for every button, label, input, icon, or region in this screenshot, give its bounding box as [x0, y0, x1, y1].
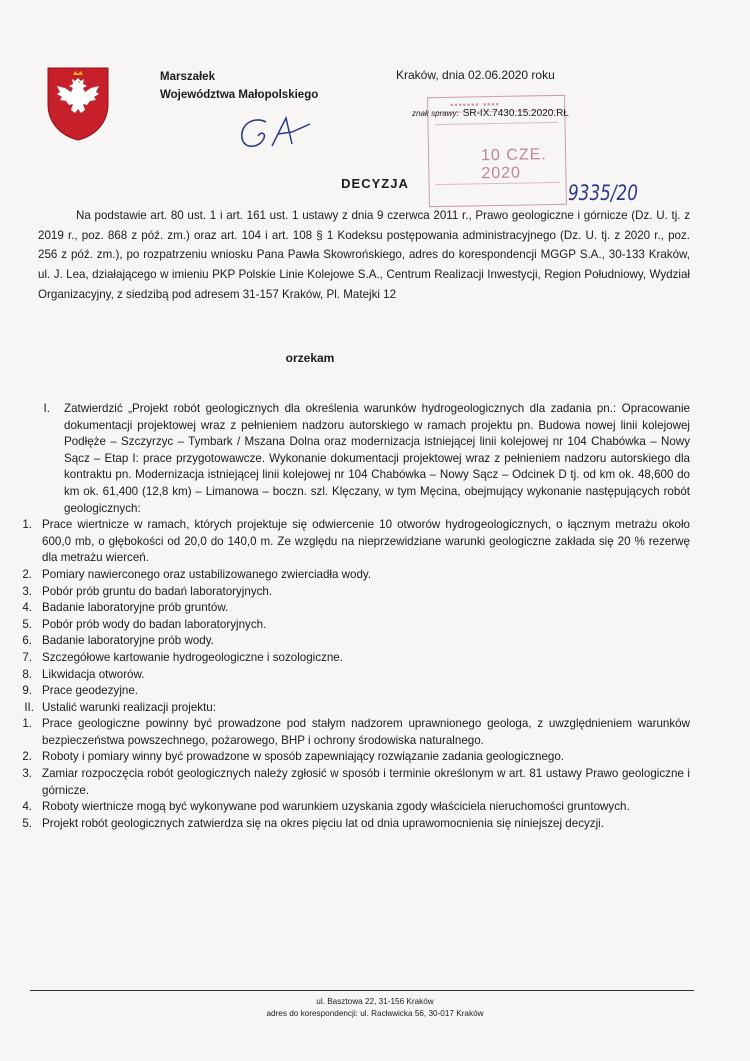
ruling-heading: orzekam	[285, 351, 335, 365]
legal-basis-paragraph	[38, 206, 690, 305]
item-text: Likwidacja otworów.	[42, 667, 145, 681]
place-and-date: Kraków, dnia 02.06.2020 roku	[396, 68, 555, 82]
item-number: 1.	[22, 717, 32, 731]
item-number: 9.	[22, 684, 32, 698]
item-number: 7.	[22, 650, 32, 664]
list-item	[20, 749, 690, 766]
item-text: Zamiar rozpoczęcia robót geologicznych należy zgłosić w sposób i terminie określonym w art. 81 ustawy Prawo geologiczne i górnicze.	[42, 767, 690, 797]
case-number: SR-IX.7430.15.2020.RŁ	[462, 108, 569, 119]
signature-initials	[226, 108, 356, 156]
section-one	[20, 401, 690, 832]
item-text: Roboty i pomiary winny być prowadzone w sposób zapewniający rozwiązanie zadania geologicznego.	[42, 750, 565, 764]
item-text: Projekt robót geologicznych zatwierdza się na okres pięciu lat od dnia uprawomocnienia się niniejszej decyzji.	[42, 816, 604, 830]
item-text: Prace wiertnicze w ramach, których projektuje się odwiercenie 10 otworów hydrogeologicznych, o łącznym metrażu około 600,0 mb, o głębokości od 20,0 do 140,0 m. Ze względu na nieprzewidziane warunki geologiczne zakłada się 20 % rezerwę dla metrażu wierceń.	[42, 518, 690, 565]
item-number: 5.	[22, 617, 32, 631]
list-item	[20, 766, 690, 799]
section-text: Zatwierdzić „Projekt robót geologicznych dla określenia warunków hydrogeologicznych dla zadania pn.: Opracowanie dokumentacji projektowej wraz z pełnieniem nadzoru autorskiego w ramach projektu pn. Budowa nowej linii kolejowej Podłęże – Szczyrzyc – Tymbark / Mszana Dolna oraz modernizacja istniejącej linii kolejowej nr 104 Chabówka – Nowy Sącz – Etap I: prace przygotowawcze. Wykonanie dokumentacji projektowej wraz z pełnieniem nadzoru autorskiego dla kontraktu pn. Modernizacja istniejącej linii kolejowej nr 104 Chabówka – Nowy Sącz – Odcinek D tj. od km ok. 48,600 do km ok. 61,400 (12,8 km) – Limanowa – boczn. szl. Klęczany, w tym Męcina, obejmujący wykonanie następujących robót geologicznych:	[64, 402, 690, 515]
item-text: Badanie laboratoryjne prób wody.	[42, 634, 214, 648]
svg-text:9335/20: 9335/20	[568, 181, 638, 205]
footer-line-2: adres do korespondencji: ul. Racławicka 56, 30-017 Kraków	[266, 1008, 484, 1018]
list-item	[20, 667, 690, 684]
list-item	[20, 716, 690, 749]
stamp-header-text: ▪▪▪▪▪▪▪ ▪▪▪▪	[450, 98, 500, 110]
item-number: 4.	[22, 601, 32, 615]
document-title: DECYZJA	[341, 176, 409, 191]
section-number: I.	[43, 402, 50, 415]
coat-of-arms-icon	[44, 64, 112, 142]
list-item	[20, 650, 690, 667]
item-text: Szczegółowe kartowanie hydrogeologiczne i sozologiczne.	[42, 650, 343, 664]
item-number: 5.	[22, 816, 32, 830]
item-text: Pobór prób wody do badan laboratoryjnych.	[42, 617, 267, 631]
section-two-intro	[20, 700, 690, 717]
section-number: II.	[24, 700, 34, 714]
item-number: 6.	[22, 634, 32, 648]
item-number: 2.	[22, 750, 32, 764]
item-number: 4.	[22, 800, 32, 814]
legal-basis-text: Na podstawie art. 80 ust. 1 i art. 161 ust. 1 ustawy z dnia 9 czerwca 2011 r., Prawo geologiczne i górnicze (Dz. U. tj. z 2019 r., poz. 868 z póź. zm.) oraz art. 104 i art. 108 § 1 Kodeksu postępowania administracyjnego (Dz. U. tj. z 2020 r., poz. 256 z póź. zm.), po rozpatrzeniu wniosku Pana Pawła Skowrońskiego, adres do korespondencji MGGP S.A., 30-133 Kraków, ul. J. Lea, działającego w imieniu PKP Polskie Linie Kolejowe S.A., Centrum Realizacji Inwestycji, Region Południowy, Wydział Organizacyjny, z siedzibą pod adresem 31-157 Kraków, Pl. Matejki 12	[38, 209, 690, 301]
office-line-2: Województwa Małopolskiego	[160, 89, 319, 101]
item-text: Pobór prób gruntu do badań laboratoryjnych.	[42, 584, 273, 598]
list-item	[20, 567, 690, 584]
case-label: znak sprawy:	[412, 109, 459, 118]
item-text: Badanie laboratoryjne prób gruntów.	[42, 601, 229, 615]
section-text: Ustalić warunki realizacji projektu:	[42, 700, 216, 714]
list-item	[20, 816, 690, 833]
footer-divider	[30, 990, 694, 991]
list-item	[20, 517, 690, 567]
stamp-line	[435, 122, 559, 125]
item-text: Pomiary nawierconego oraz ustabilizowanego zwierciadła wody.	[42, 567, 372, 581]
case-reference	[412, 108, 569, 119]
section-one-intro	[20, 401, 690, 517]
item-number: 3.	[22, 767, 32, 781]
office-line-1: Marszałek	[160, 71, 215, 83]
list-item	[20, 799, 690, 816]
list-item	[20, 683, 690, 700]
item-number: 8.	[22, 667, 32, 681]
list-item	[20, 584, 690, 601]
item-number: 2.	[22, 567, 32, 581]
stamp-date: 10 CZE. 2020	[480, 146, 547, 183]
list-item	[20, 617, 690, 634]
footer-line-1: ul. Basztowa 22, 31-156 Kraków	[316, 997, 434, 1006]
item-text: Roboty wiertnicze mogą być wykonywane pod warunkiem uzyskania zgody właściciela nieruchomości gruntowych.	[42, 800, 630, 814]
list-item	[20, 600, 690, 617]
item-text: Prace geodezyjne.	[42, 684, 139, 698]
item-text: Prace geologiczne powinny być prowadzone pod stałym nadzorem uprawnionego geologa, z uwzględnieniem warunków bezpieczeństwa powszechnego, pożarowego, BHP i ochrony środowiska naturalnego.	[42, 717, 690, 747]
issuing-office	[160, 68, 318, 104]
item-number: 3.	[22, 584, 32, 598]
list-item	[20, 633, 690, 650]
item-number: 1.	[22, 518, 32, 532]
footer-address	[0, 996, 750, 1019]
